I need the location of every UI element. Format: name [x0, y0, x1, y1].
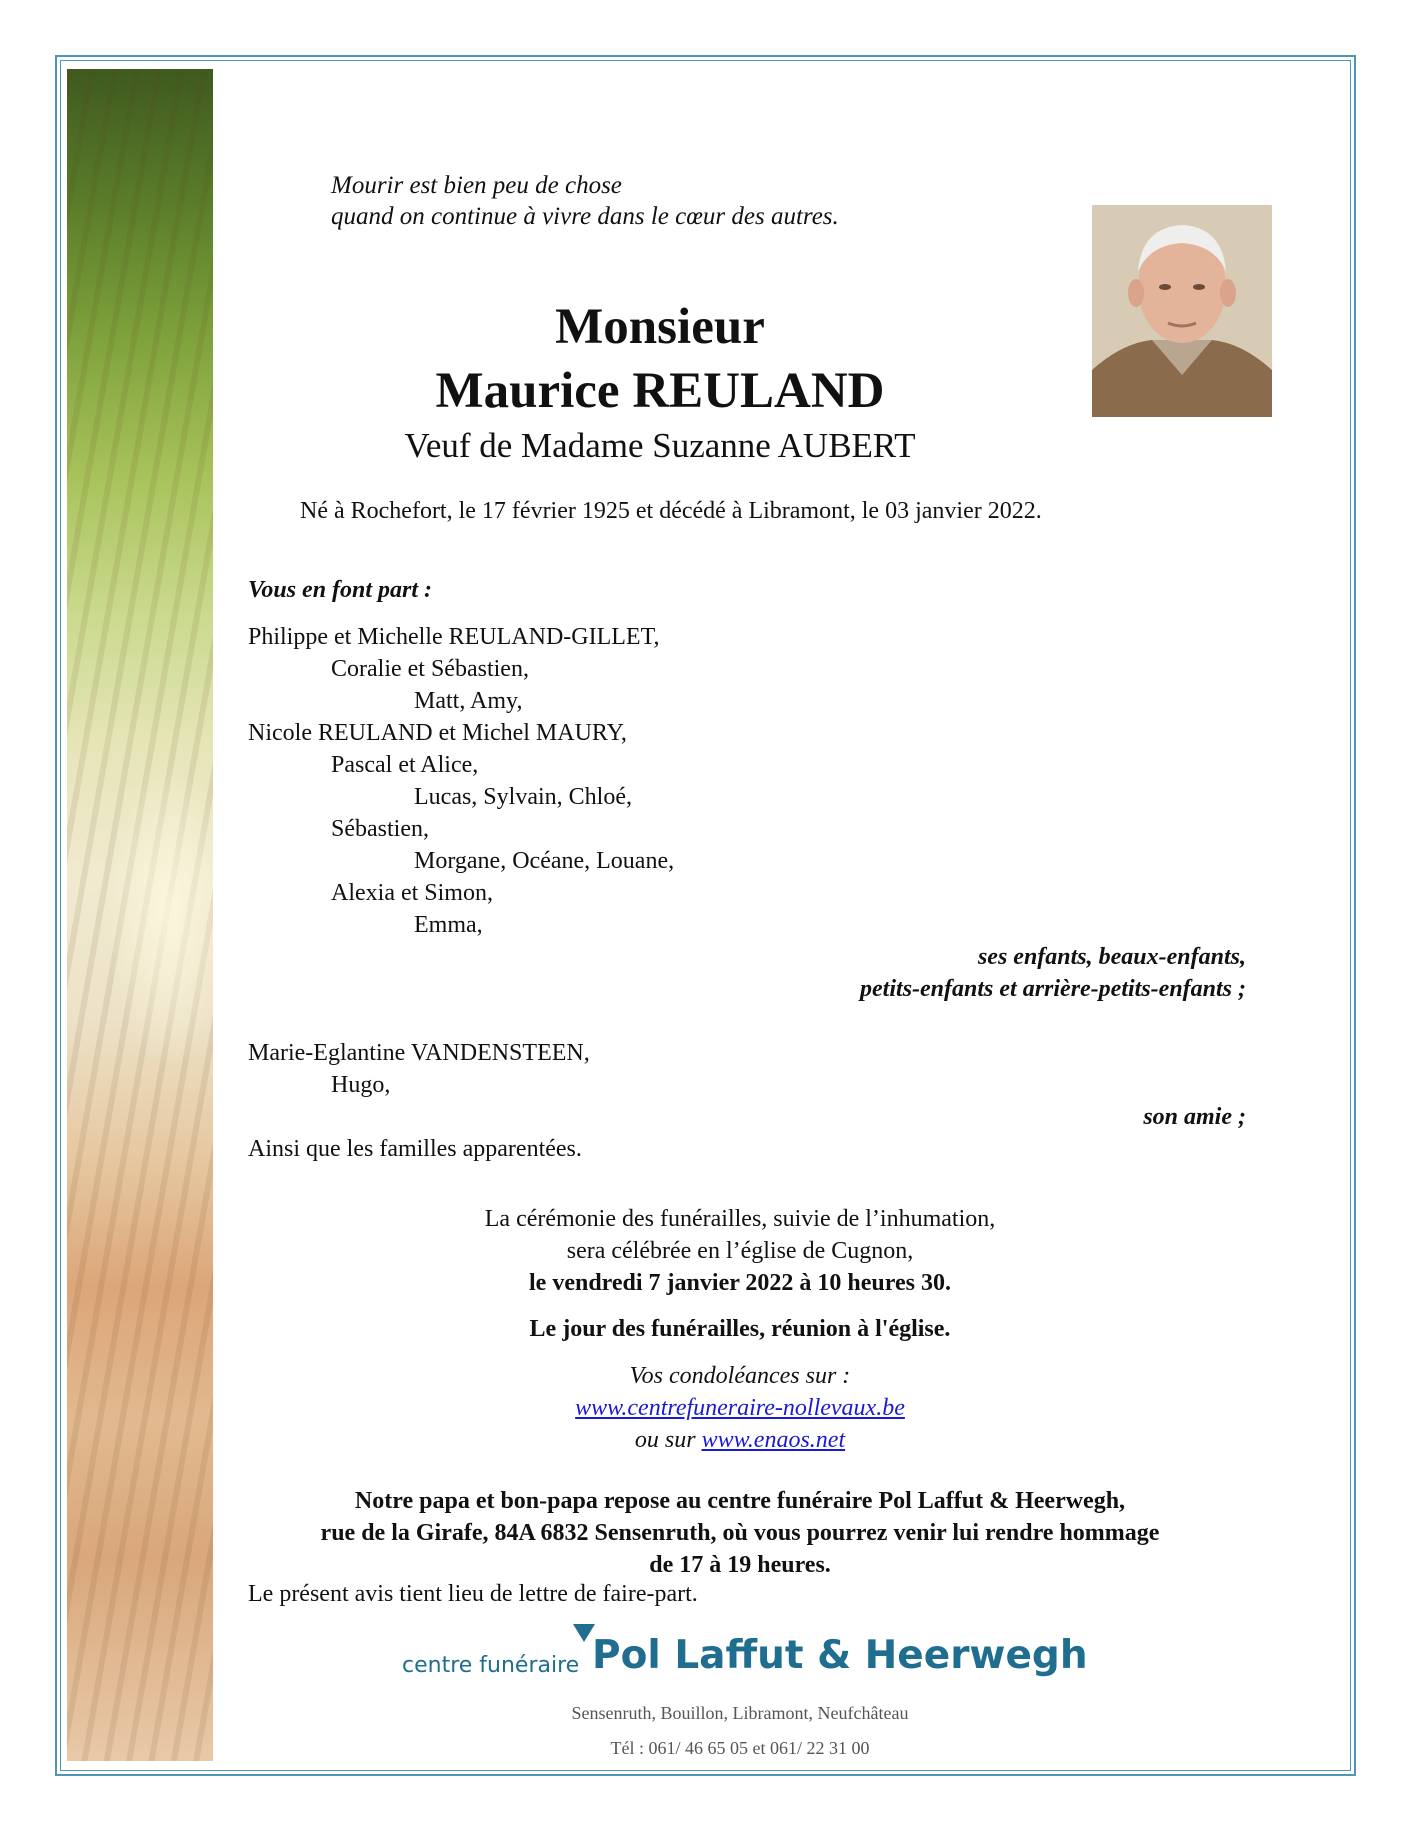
condolences-label: Vos condoléances sur : — [629, 1363, 851, 1389]
ceremony-date: le vendredi 7 janvier 2022 à 10 heures 30. — [529, 1270, 951, 1296]
deceased-name: Maurice REULAND — [435, 363, 885, 419]
family-member: Matt, Amy, — [414, 688, 523, 714]
friend-role: son amie ; — [1143, 1104, 1246, 1130]
ceremony-meeting: Le jour des funérailles, réunion à l'église. — [529, 1316, 951, 1342]
family-member: Morgane, Océane, Louane, — [414, 848, 675, 874]
widow-of: Veuf de Madame Suzanne AUBERT — [404, 426, 916, 465]
rest-notice-line-3: de 17 à 19 heures. — [649, 1552, 831, 1578]
rest-notice-line-1: Notre papa et bon-papa repose au centre funéraire Pol Laffut & Heerwegh, — [354, 1488, 1126, 1514]
logo-locations: Sensenruth, Bouillon, Libramont, Neufchâteau — [571, 1703, 909, 1723]
logo-brand-name: Pol Laffut & Heerwegh — [592, 1633, 1088, 1678]
forest-path-image — [67, 69, 213, 1761]
family-role-line-1: ses enfants, beaux-enfants, — [977, 944, 1246, 970]
family-role-line-2: petits-enfants et arrière-petits-enfants ; — [860, 976, 1246, 1002]
footer-note: Le présent avis tient lieu de lettre de faire-part. — [248, 1581, 698, 1607]
birth-death-line: Né à Rochefort, le 17 février 1925 et décédé à Libramont, le 03 janvier 2022. — [300, 498, 1042, 524]
family-heading: Vous en font part : — [248, 577, 433, 603]
family-member: Lucas, Sylvain, Chloé, — [414, 784, 632, 810]
family-member: Nicole REULAND et Michel MAURY, — [248, 720, 627, 746]
portrait-illustration — [1092, 205, 1272, 417]
condolences-link-enaos[interactable]: www.enaos.net — [701, 1427, 846, 1453]
logo-phone: Tél : 061/ 46 65 05 et 061/ 22 31 00 — [610, 1738, 870, 1758]
family-member: Coralie et Sébastien, — [331, 656, 529, 682]
extended-family: Ainsi que les familles apparentées. — [248, 1136, 582, 1162]
condolences-or: ou sur — [634, 1427, 702, 1453]
ceremony-line-2: sera célébrée en l’église de Cugnon, — [566, 1238, 914, 1264]
logo-centre-funeraire: centre funéraire — [402, 1653, 580, 1678]
family-member: Pascal et Alice, — [331, 752, 479, 778]
condolences-alt-row — [240, 1424, 1240, 1456]
quote-line-1: Mourir est bien peu de chose — [331, 172, 622, 199]
family-member: Emma, — [414, 912, 483, 938]
title-honorific: Monsieur — [555, 299, 765, 355]
family-member: Philippe et Michelle REULAND-GILLET, — [248, 624, 660, 650]
friend-member: Hugo, — [331, 1072, 391, 1098]
condolences-link-nollevaux[interactable]: www.centrefuneraire-nollevaux.be — [575, 1395, 905, 1421]
quote-line-2: quand on continue à vivre dans le cœur des autres. — [331, 203, 839, 230]
condolences-link-row — [240, 1392, 1240, 1424]
family-member: Alexia et Simon, — [331, 880, 493, 906]
friend-member: Marie-Eglantine VANDENSTEEN, — [248, 1040, 590, 1066]
family-member: Sébastien, — [331, 816, 429, 842]
portrait-photo — [1092, 205, 1272, 417]
rest-notice-line-2: rue de la Girafe, 84A 6832 Sensenruth, où vous pourrez venir lui rendre hommage — [320, 1520, 1160, 1546]
ceremony-line-1: La cérémonie des funérailles, suivie de l’inhumation, — [484, 1206, 996, 1232]
